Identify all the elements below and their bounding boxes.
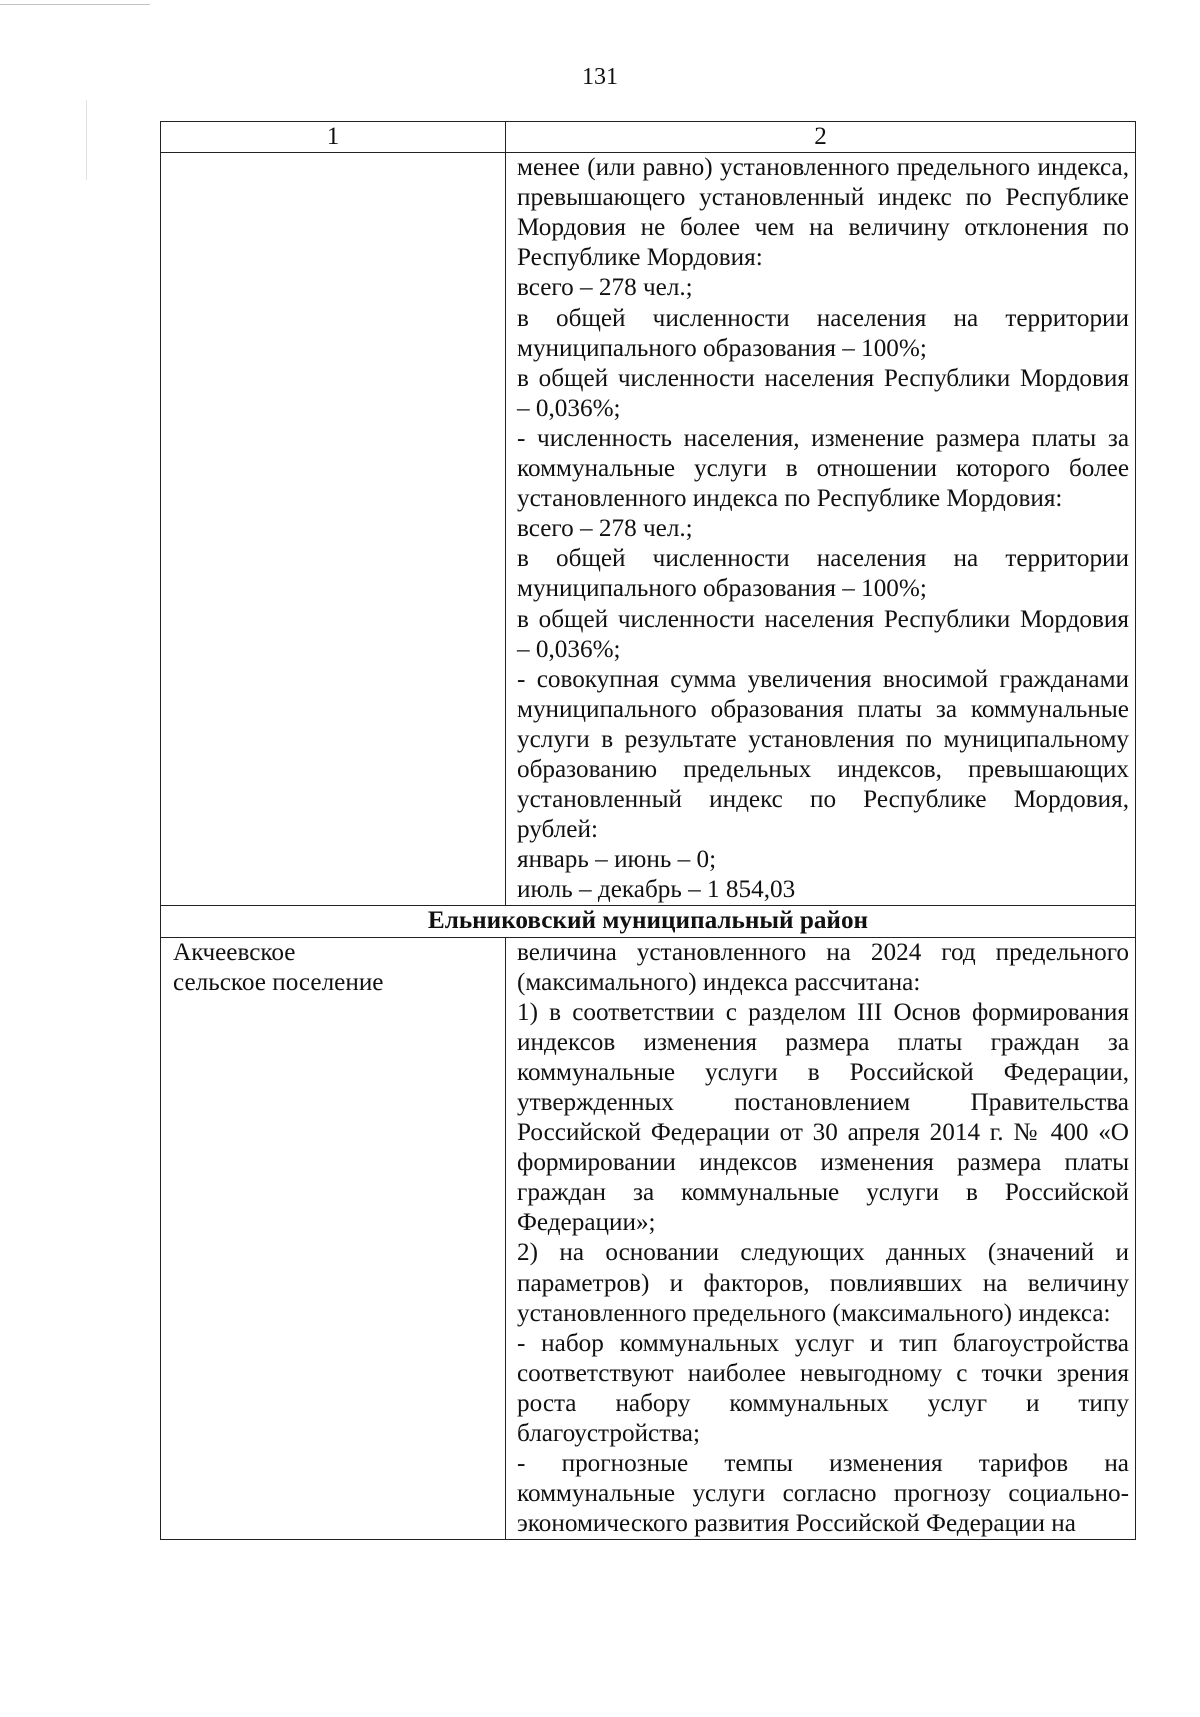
scan-mark bbox=[0, 4, 150, 5]
indicator-cell bbox=[506, 153, 1136, 906]
scan-mark bbox=[86, 100, 87, 180]
settlement-details-cell bbox=[506, 937, 1136, 1540]
paragraph: менее (или равно) установленного предельного индекса, превышающего установленный индекс по Республике Мордовия не более чем на величину отклонения по Республике Мордовия: bbox=[517, 154, 1129, 272]
paragraph: - набор коммунальных услуг и тип благоустройства соответствуют наиболее невыгодному с точки зрения роста набору коммунальных услуг и типу благоустройства; bbox=[517, 1329, 1129, 1448]
page-number: 131 bbox=[582, 64, 618, 90]
paragraph: - совокупная сумма увеличения вносимой гражданами муниципального образования платы за коммунальные услуги в результате установления по муниципальному образованию предельных индексов, превышающих установленный индекс по Республике Мордовия, рублей: bbox=[517, 665, 1129, 844]
column-header-1: 1 bbox=[161, 122, 506, 153]
paragraph: 2) на основании следующих данных (значений и параметров) и факторов, повлиявших на величину установленного предельного (максимального) индекса: bbox=[517, 1239, 1129, 1327]
paragraph: - численность населения, изменение размера платы за коммунальные услуги в отношении которого более установленного индекса по Республике Мордовия: bbox=[517, 424, 1129, 513]
paragraph: - прогнозные темпы изменения тарифов на коммунальные услуги согласно прогнозу социально-экономического развития Российской Федерации на bbox=[517, 1450, 1129, 1538]
data-table bbox=[160, 121, 1136, 1540]
column-header-2: 2 bbox=[506, 122, 1136, 153]
paragraph: 1) в соответствии с разделом III Основ формирования индексов изменения размера платы граждан за коммунальные услуги в Российской Федерации, утвержденных постановлением Правительства Российской Федерации от 30 апреля 2014 г. № 400 «О формировании индексов изменения размера платы граждан за коммунальные услуги в Российской Федерации»; bbox=[517, 998, 1129, 1237]
district-heading-row bbox=[161, 906, 1136, 937]
settlement-name-cell bbox=[161, 937, 506, 1540]
table-header-row bbox=[161, 122, 1136, 153]
paragraph: в общей численности населения Республики Мордовия – 0,036%; bbox=[517, 605, 1129, 663]
paragraph: в общей численности населения Республики Мордовия – 0,036%; bbox=[517, 364, 1129, 422]
paragraph: всего – 278 чел.; bbox=[517, 274, 693, 302]
table-row bbox=[161, 153, 1136, 906]
paragraph: всего – 278 чел.; bbox=[517, 515, 693, 543]
paragraph: величина установленного на 2024 год предельного (максимального) индекса рассчитана: bbox=[517, 938, 1129, 996]
paragraph: в общей численности населения на территории муниципального образования – 100%; bbox=[517, 304, 1129, 362]
district-heading: Ельниковский муниципальный район bbox=[161, 906, 1136, 937]
paragraph: в общей численности населения на территории муниципального образования – 100%; bbox=[517, 545, 1129, 603]
table-row bbox=[161, 937, 1136, 1540]
paragraph: январь – июнь – 0; bbox=[517, 846, 717, 874]
empty-cell bbox=[161, 153, 506, 906]
settlement-name-line: сельское поселение bbox=[173, 968, 384, 996]
settlement-name-line: Акчеевское bbox=[173, 938, 296, 966]
paragraph: июль – декабрь – 1 854,03 bbox=[517, 876, 796, 904]
